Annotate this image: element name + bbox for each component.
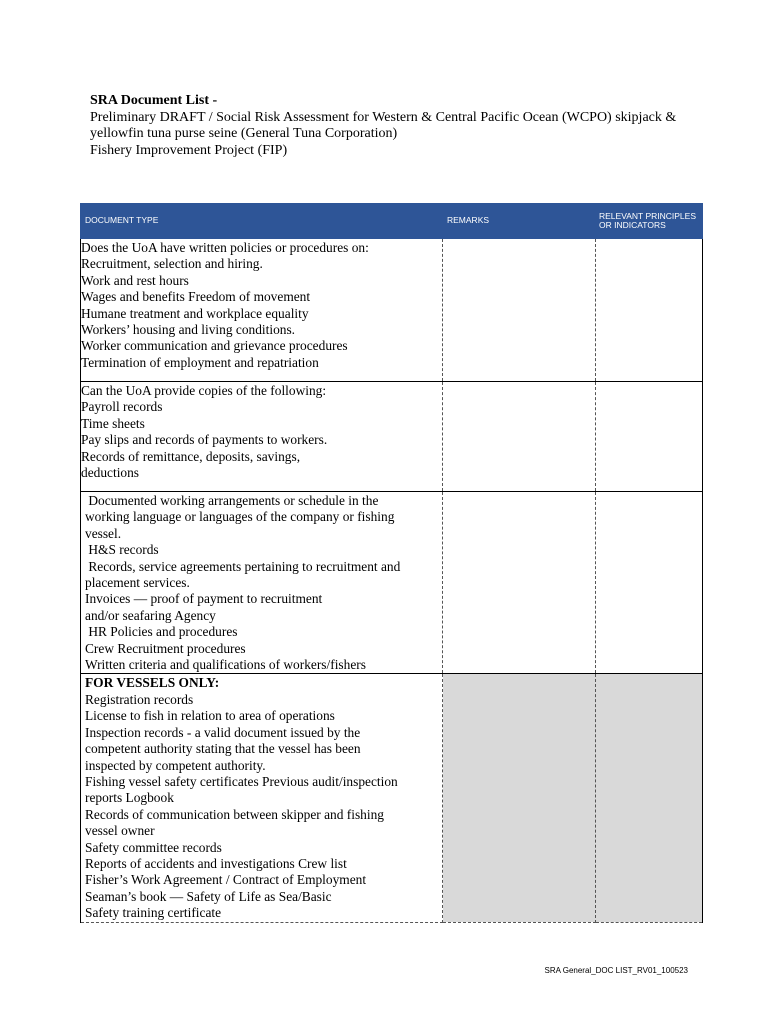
document-item: Documented working arrangements or schedule in the bbox=[85, 493, 379, 508]
document-type-lines bbox=[81, 674, 442, 921]
document-type-cell bbox=[81, 382, 443, 492]
document-subtitle-line-3: Fishery Improvement Project (FIP) bbox=[90, 142, 288, 158]
document-type-lines bbox=[81, 382, 442, 481]
document-item: competent authority stating that the vessel has been bbox=[85, 741, 361, 757]
document-item: H&S records bbox=[85, 542, 159, 558]
document-item: deductions bbox=[81, 465, 140, 481]
table-header-row bbox=[81, 204, 703, 239]
principles-cell bbox=[596, 239, 703, 382]
document-item: working language or languages of the company or fishing bbox=[85, 509, 395, 525]
document-item: Reports of accidents and investigations Crew list bbox=[85, 855, 347, 871]
document-list-table bbox=[80, 203, 703, 923]
remarks-cell bbox=[443, 382, 596, 492]
document-item: Time sheets bbox=[81, 415, 145, 431]
document-item: inspected by competent authority. bbox=[85, 757, 266, 773]
document-type-cell bbox=[81, 674, 443, 922]
document-item: Does the UoA have written policies or procedures on: bbox=[81, 240, 369, 255]
document-item: Work and rest hours bbox=[81, 272, 189, 288]
document-item: Fisher’s Work Agreement / Contract of Employment bbox=[85, 872, 367, 888]
document-item: placement services. bbox=[85, 575, 190, 591]
document-type-lines bbox=[81, 492, 442, 673]
document-item: Recruitment, selection and hiring. bbox=[81, 256, 263, 272]
document-item: Humane treatment and workplace equality bbox=[81, 305, 309, 321]
document-type-lines bbox=[81, 239, 442, 371]
document-item: Records, service agreements pertaining to recruitment and bbox=[85, 558, 401, 574]
document-item: Safety training certificate bbox=[85, 905, 222, 921]
document-item: and/or seafaring Agency bbox=[85, 607, 216, 623]
document-item: vessel. bbox=[85, 525, 122, 541]
document-subtitle-line-1: Preliminary DRAFT / Social Risk Assessment for Western & Central Pacific Ocean (WCPO) skipjack & bbox=[90, 109, 677, 125]
document-item: Workers’ housing and living conditions. bbox=[81, 322, 296, 338]
document-title: SRA Document List - bbox=[90, 93, 218, 108]
document-item: Registration records bbox=[85, 691, 194, 707]
document-item: Payroll records bbox=[81, 399, 163, 415]
header-relevant-principles: RELEVANT PRINCIPLES OR INDICATORS bbox=[596, 204, 703, 239]
document-item: Written criteria and qualifications of workers/fishers bbox=[85, 657, 366, 673]
document-item: Worker communication and grievance procedures bbox=[81, 338, 348, 354]
document-item: Seaman’s book — Safety of Life as Sea/Basic bbox=[85, 888, 332, 904]
table-row bbox=[81, 239, 703, 382]
document-item: Safety committee records bbox=[85, 839, 222, 855]
document-item: Pay slips and records of payments to workers. bbox=[81, 432, 328, 448]
document-item: Termination of employment and repatriation bbox=[81, 354, 319, 370]
document-item: Inspection records - a valid document issued by the bbox=[85, 724, 361, 740]
remarks-cell bbox=[443, 239, 596, 382]
document-type-cell bbox=[81, 239, 443, 382]
header-document-type: DOCUMENT TYPE bbox=[81, 204, 443, 239]
document-heading bbox=[90, 93, 710, 159]
principles-cell bbox=[596, 492, 703, 674]
table-row bbox=[81, 382, 703, 492]
header-remarks: REMARKS bbox=[443, 204, 596, 239]
document-item: reports Logbook bbox=[85, 790, 174, 806]
document-item: Fishing vessel safety certificates Previous audit/inspection bbox=[85, 773, 398, 789]
document-item: Crew Recruitment procedures bbox=[85, 640, 246, 656]
table-row bbox=[81, 674, 703, 922]
principles-cell-shaded bbox=[596, 674, 703, 922]
principles-cell bbox=[596, 382, 703, 492]
document-type-cell bbox=[81, 492, 443, 674]
document-item: HR Policies and procedures bbox=[85, 624, 238, 640]
footer-document-code: SRA General_DOC LIST_RV01_100523 bbox=[544, 966, 688, 975]
table-row bbox=[81, 492, 703, 674]
document-item: License to fish in relation to area of operations bbox=[85, 708, 335, 724]
section-heading: FOR VESSELS ONLY: bbox=[85, 675, 220, 691]
document-item: Invoices — proof of payment to recruitment bbox=[85, 591, 323, 607]
document-item: vessel owner bbox=[85, 823, 155, 839]
document-item: Wages and benefits Freedom of movement bbox=[81, 289, 311, 305]
document-item: Can the UoA provide copies of the following: bbox=[81, 383, 327, 398]
remarks-cell-shaded bbox=[443, 674, 596, 922]
document-item: Records of communication between skipper and fishing bbox=[85, 806, 384, 822]
document-item: Records of remittance, deposits, savings, bbox=[81, 448, 301, 464]
remarks-cell bbox=[443, 492, 596, 674]
document-subtitle-line-2: yellowfin tuna purse seine (General Tuna Corporation) bbox=[90, 126, 398, 141]
